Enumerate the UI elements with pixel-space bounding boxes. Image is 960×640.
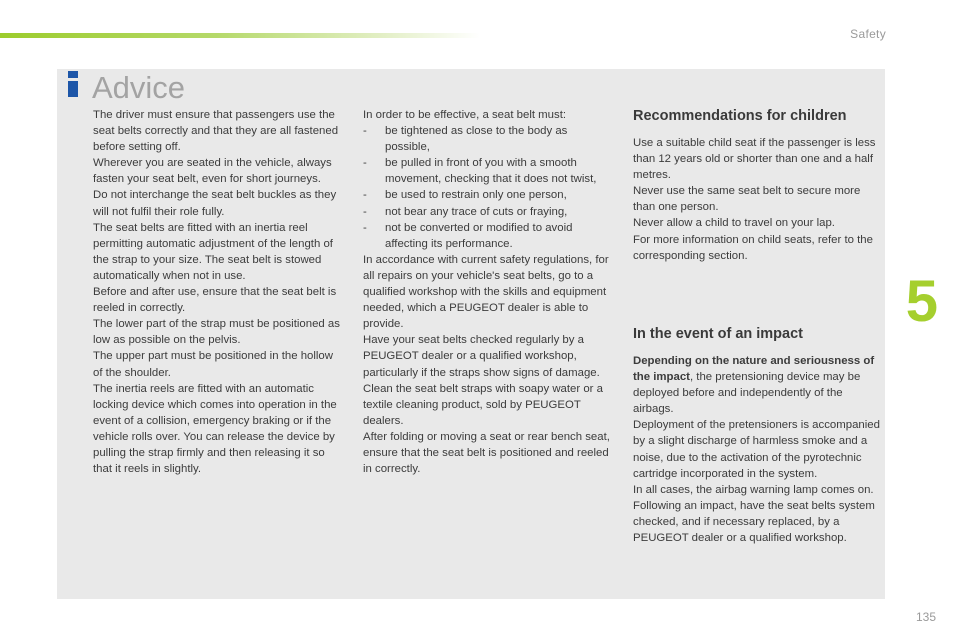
paragraph: Use a suitable child seat if the passenger is less than 12 years old or shorter than one and a half metres.	[633, 137, 876, 182]
paragraph: Before and after use, ensure that the seat belt is reeled in correctly.	[93, 286, 337, 315]
list-item: - be tightened as close to the body as possible,	[363, 125, 568, 154]
info-icon-bar	[68, 81, 78, 97]
info-icon-dot	[68, 71, 78, 78]
chapter-number: 5	[905, 269, 938, 334]
impact-lead-bold: Depending on the nature and seriousness of the impact	[633, 355, 875, 384]
paragraph: Do not interchange the seat belt buckles as they will not fulfil their role fully.	[93, 189, 337, 218]
list-item-text: not bear any trace of cuts or fraying,	[385, 205, 568, 218]
paragraph: Clean the seat belt straps with soapy water or a textile cleaning product, sold by PEUGEOT dealers.	[363, 382, 603, 427]
paragraph: Never use the same seat belt to secure more than one person.	[633, 185, 861, 214]
children-section	[633, 107, 883, 264]
paragraph: In all cases, the airbag warning lamp comes on.	[633, 483, 874, 496]
paragraph: Following an impact, have the seat belts system checked, and if necessary replaced, by a PEUGEOT dealer or a qualified workshop.	[633, 499, 875, 545]
paragraph: For more information on child seats, refer to the corresponding section.	[633, 233, 873, 262]
list-item: - not be converted or modified to avoid affecting its performance.	[363, 221, 573, 250]
list-item-text: be tightened as close to the body as possible,	[385, 125, 568, 154]
paragraph: The upper part must be positioned in the hollow of the shoulder.	[93, 350, 333, 379]
paragraph: In accordance with current safety regulations, for all repairs on your vehicle's seat belts, go to a qualified workshop with the skills and equipment needed, which a PEUGEOT dealer is able to provide.	[363, 253, 609, 331]
list-item: - not bear any trace of cuts or fraying,	[363, 205, 568, 218]
list-item-text: be used to restrain only one person,	[385, 189, 567, 202]
paragraph: The seat belts are fitted with an inertia reel permitting automatic adjustment of the length of the strap to your size. The seat belt is stowed automatically when not in use.	[93, 221, 333, 282]
requirements-list	[363, 123, 613, 252]
paragraph: The lower part of the strap must be positioned as low as possible on the pelvis.	[93, 318, 340, 347]
paragraph: Never allow a child to travel on your lap.	[633, 217, 835, 230]
requirements-intro: In order to be effective, a seat belt must:	[363, 109, 567, 121]
impact-heading: In the event of an impact	[633, 326, 803, 342]
list-item-text: be pulled in front of you with a smooth movement, checking that it does not twist,	[385, 157, 597, 186]
page-number: 135	[915, 610, 936, 624]
info-icon	[66, 70, 82, 98]
paragraph: The driver must ensure that passengers use the seat belts correctly and that they are all fastened before setting off.	[93, 109, 339, 154]
paragraph: Wherever you are seated in the vehicle, always fasten your seat belt, even for short journeys.	[93, 157, 332, 186]
panel-title: Advice	[92, 70, 186, 105]
section-label: Safety	[850, 27, 886, 41]
impact-lead-rest: , the pretensioning device may be deployed before and independently of the airbags.	[633, 371, 861, 416]
list-item: - be pulled in front of you with a smooth movement, checking that it does not twist,	[363, 157, 597, 186]
children-heading: Recommendations for children	[633, 108, 847, 124]
list-item: - be used to restrain only one person,	[363, 189, 567, 202]
list-item-text: not be converted or modified to avoid affecting its performance.	[385, 221, 573, 250]
paragraph: The inertia reels are fitted with an automatic locking device which comes into operation in the event of a collision, emergency braking or if the vehicle rolls over. You can release the device by pulling the strap firmly and then releasing it so that it reels in slightly.	[93, 382, 337, 476]
paragraph: After folding or moving a seat or rear bench seat, ensure that the seat belt is positioned and reeled in correctly.	[363, 430, 610, 476]
paragraph: Deployment of the pretensioners is accompanied by a slight discharge of harmless smoke and a noise, due to the activation of the pyrotechnic cartridge incorporated in the system.	[633, 419, 880, 480]
impact-lead	[633, 353, 883, 417]
header-accent-bar	[0, 33, 480, 38]
paragraph: Have your seat belts checked regularly by a PEUGEOT dealer or a qualified workshop, particularly if the straps show signs of damage.	[363, 334, 600, 379]
advice-column-1	[93, 107, 345, 477]
impact-section	[633, 325, 883, 546]
advice-column-2	[363, 107, 613, 477]
